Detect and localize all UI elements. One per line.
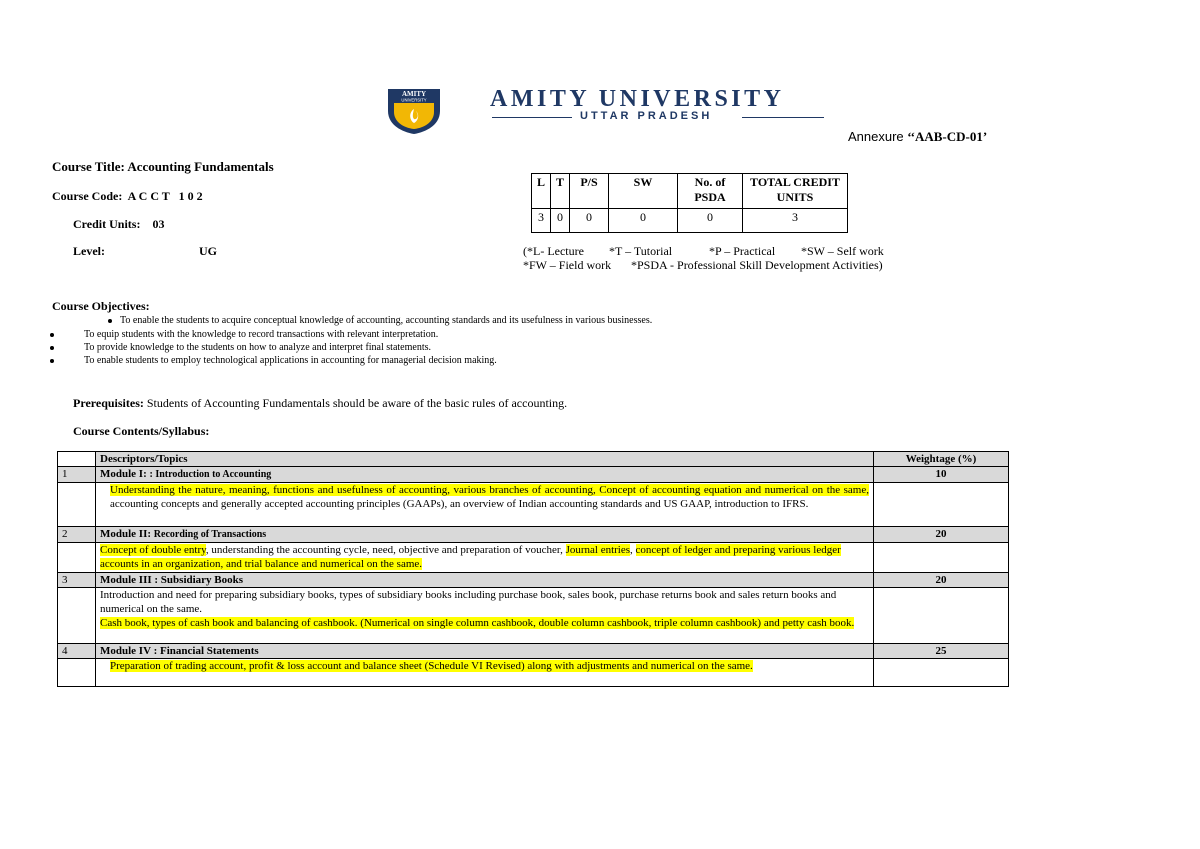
- objective-text: To enable the students to acquire conceptual knowledge of accounting, accounting standards and its usefulness in various businesses.: [120, 315, 653, 326]
- module-weight: 10: [874, 467, 1009, 483]
- credit-units-label: Credit Units:: [73, 217, 141, 231]
- module-title: Module II: Recording of Transactions: [96, 527, 874, 543]
- module-row: [58, 573, 1009, 588]
- module-desc-row: [58, 659, 1009, 687]
- course-title: [52, 159, 274, 175]
- prerequisites-text: Students of Accounting Fundamentals should be aware of the basic rules of accounting.: [143, 396, 568, 410]
- module-weight: 20: [874, 527, 1009, 543]
- objective-item: [50, 342, 431, 353]
- header-weightage: Weightage (%): [874, 452, 1009, 467]
- credit-header-l: L: [532, 174, 551, 209]
- objective-item: [108, 315, 652, 326]
- credit-units-value: 03: [152, 217, 165, 231]
- desc-num-cell: [58, 588, 96, 644]
- course-code: [52, 189, 203, 204]
- credit-value-ps: 0: [570, 209, 609, 233]
- legend-tutorial: *T – Tutorial: [609, 244, 673, 258]
- syllabus-header-row: [58, 452, 1009, 467]
- module-title: Module IV : Financial Statements: [96, 644, 874, 659]
- amity-shield-logo: [386, 87, 442, 135]
- header-num-cell: [58, 452, 96, 467]
- course-code-label: Course Code:: [52, 189, 123, 203]
- level-label: Level:: [73, 244, 105, 258]
- credit-table-values: [532, 209, 848, 233]
- syllabus-heading: Course Contents/Syllabus:: [73, 424, 210, 438]
- credit-header-psda: No. of PSDA: [678, 174, 743, 209]
- module-desc-row: [58, 483, 1009, 527]
- syllabus-table: [57, 451, 1009, 687]
- module-row: [58, 644, 1009, 659]
- module-title: Module I: : Introduction to Accounting: [96, 467, 874, 483]
- desc-weight-cell: [874, 483, 1009, 527]
- module-num: 1: [58, 467, 96, 483]
- module-title: Module III : Subsidiary Books: [96, 573, 874, 588]
- desc-num-cell: [58, 659, 96, 687]
- logo-subtitle: UTTAR PRADESH: [580, 110, 713, 122]
- annexure-label: Annexure: [848, 129, 908, 144]
- legend-psda: *PSDA - Professional Skill Development Activities): [631, 258, 883, 272]
- logo-shield-word2: UNIVERSITY: [401, 97, 427, 103]
- objective-item: [50, 355, 497, 366]
- course-code-value: A C C T 1 0 2: [127, 189, 203, 203]
- module-num: 3: [58, 573, 96, 588]
- logo-subtitle-bar: [492, 110, 824, 126]
- credit-header-t: T: [551, 174, 570, 209]
- desc-num-cell: [58, 483, 96, 527]
- objective-text: To equip students with the knowledge to record transactions with relevant interpretation.: [84, 329, 439, 340]
- credit-value-psda: 0: [678, 209, 743, 233]
- credit-table: [531, 173, 848, 233]
- legend-lecture: (*L- Lecture: [523, 244, 584, 258]
- module-desc-row: [58, 588, 1009, 644]
- prerequisites-label: Prerequisites:: [73, 396, 144, 410]
- objectives-heading: Course Objectives:: [52, 299, 150, 313]
- bullet-icon: [50, 333, 54, 337]
- credit-value-t: 0: [551, 209, 570, 233]
- bullet-icon: [50, 359, 54, 363]
- course-title-label: Course Title:: [52, 159, 125, 174]
- credit-value-total: 3: [743, 209, 848, 233]
- logo-rule-left: [492, 117, 572, 118]
- module-description: Concept of double entry, understanding the accounting cycle, need, objective and preparation of voucher, Journal entries, concept of ledger and preparing various ledger accounts in an organization, and trial balance and numerical on the same.: [96, 543, 874, 573]
- module-weight: 25: [874, 644, 1009, 659]
- module-num: 4: [58, 644, 96, 659]
- header-topics: Descriptors/Topics: [96, 452, 874, 467]
- legend-practical: *P – Practical: [709, 244, 776, 258]
- prerequisites: [73, 396, 567, 411]
- module-description: Preparation of trading account, profit & loss account and balance sheet (Schedule VI Revised) along with adjustments and numerical on the same.: [96, 659, 874, 687]
- module-description: Introduction and need for preparing subsidiary books, types of subsidiary books including purchase book, sales book, purchase returns book and sales return books and numerical on the same. Cash book, types of cash book and balancing of cashbook. (Numerical on single column cashbook, double column cashbook, triple column cashbook) and petty cash book.: [96, 588, 874, 644]
- module-weight: 20: [874, 573, 1009, 588]
- credit-units: [73, 217, 164, 232]
- desc-weight-cell: [874, 543, 1009, 573]
- logo-title: AMITY UNIVERSITY: [490, 86, 785, 112]
- credit-header-sw: SW: [609, 174, 678, 209]
- desc-weight-cell: [874, 588, 1009, 644]
- credit-legend-line2: [523, 258, 883, 273]
- module-description: Understanding the nature, meaning, functions and usefulness of accounting, various branches of accounting, Concept of accounting equation and numerical on the same, accounting concepts and generally accepted accounting principles (GAAPs), an overview of Indian accounting standards and US GAAP, introduction to IFRS.: [96, 483, 874, 527]
- credit-value-sw: 0: [609, 209, 678, 233]
- objective-text: To provide knowledge to the students on how to analyze and interpret final statements.: [84, 342, 431, 353]
- bullet-icon: [108, 319, 112, 323]
- module-num: 2: [58, 527, 96, 543]
- annexure-ref: [848, 129, 987, 145]
- credit-legend-line1: [523, 244, 884, 259]
- desc-weight-cell: [874, 659, 1009, 687]
- credit-table-header: [532, 174, 848, 209]
- annexure-code: ‘‘AAB-CD-01’: [907, 129, 988, 144]
- credit-value-l: 3: [532, 209, 551, 233]
- legend-fieldwork: *FW – Field work: [523, 258, 612, 272]
- module-desc-row: [58, 543, 1009, 573]
- credit-header-ps: P/S: [570, 174, 609, 209]
- level-value: UG: [199, 244, 217, 258]
- logo-rule-right: [742, 117, 824, 118]
- objective-item: [50, 329, 438, 340]
- objective-text: To enable students to employ technological applications in accounting for managerial decision making.: [84, 355, 497, 366]
- course-title-value: Accounting Fundamentals: [127, 159, 274, 174]
- legend-selfwork: *SW – Self work: [801, 244, 884, 258]
- bullet-icon: [50, 346, 54, 350]
- module-row: [58, 527, 1009, 543]
- desc-num-cell: [58, 543, 96, 573]
- credit-header-total: TOTAL CREDIT UNITS: [743, 174, 848, 209]
- module-row: [58, 467, 1009, 483]
- logo-shield-word1: AMITY: [401, 90, 427, 98]
